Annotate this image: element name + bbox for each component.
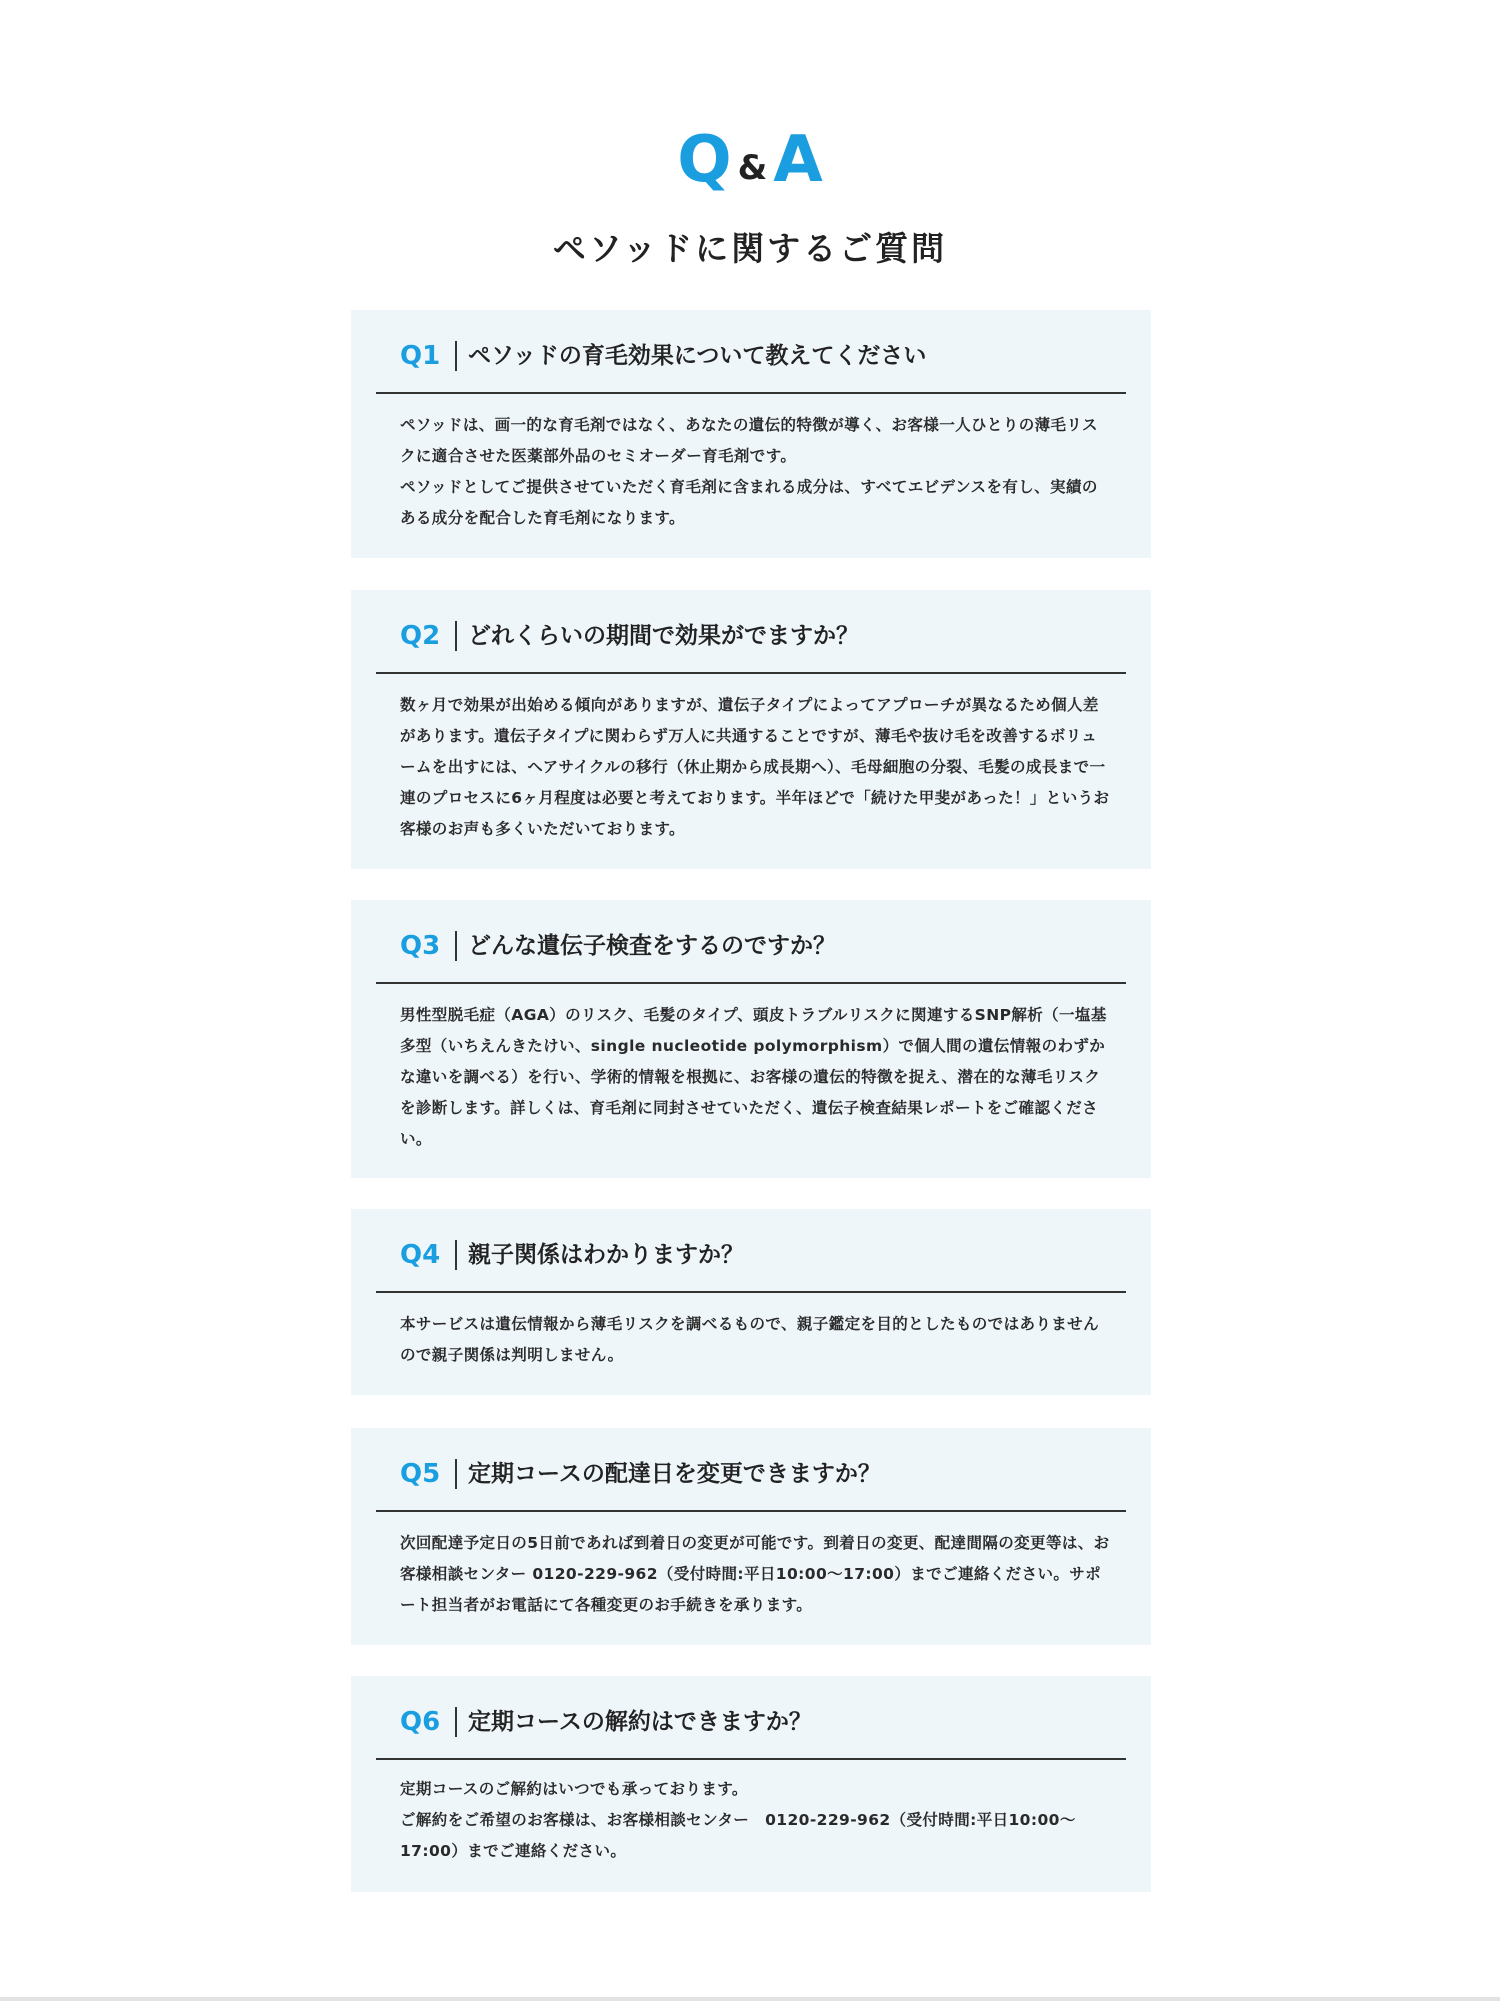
question-divider: [455, 621, 457, 651]
answer-paragraph: ペソッドは、画一的な育毛剤ではなく、あなたの遺伝的特徴が導く、お客様一人ひとりの薄毛リスクに適合させた医薬部外品のセミオーダー育毛剤です。: [400, 416, 1098, 465]
answer-text: [400, 1309, 1111, 1371]
qa-logo-amp: &: [737, 148, 768, 188]
question-number: Q6: [400, 1707, 441, 1737]
faq-item-q6: [351, 1676, 1151, 1892]
answer-text: [400, 1000, 1111, 1155]
answer-paragraph: 次回配達予定日の5日前であれば到着日の変更が可能です。到着日の変更、配達間隔の変更等は、お客様相談センター 0120-229-962（受付時間:平日10:00〜17:00）までご連絡ください。サポート担当者がお電話にて各種変更のお手続きを承ります。: [400, 1534, 1110, 1614]
answer-paragraph: 定期コースのご解約はいつでも承っております。: [400, 1780, 748, 1798]
question-divider: [455, 931, 457, 961]
faq-question-row: [376, 590, 1126, 674]
answer-text: [400, 1528, 1111, 1621]
question-number: Q5: [400, 1459, 441, 1489]
qa-logo-a: A: [773, 123, 823, 197]
qa-logo: [0, 123, 1500, 197]
question-text: どんな遺伝子検査をするのですか？: [468, 933, 836, 959]
answer-paragraph: ペソッドとしてご提供させていただく育毛剤に含まれる成分は、すべてエビデンスを有し、実績のある成分を配合した育毛剤になります。: [400, 478, 1098, 527]
answer-text: [400, 410, 1111, 534]
question-divider: [455, 341, 457, 371]
faq-question-row: [376, 1428, 1126, 1512]
answer-paragraph: 本サービスは遺伝情報から薄毛リスクを調べるもので、親子鑑定を目的としたものではありませんので親子関係は判明しません。: [400, 1315, 1099, 1364]
faq-question-row: [376, 1209, 1126, 1293]
answer-paragraph: 男性型脱毛症（AGA）のリスク、毛髪のタイプ、頭皮トラブルリスクに関連するSNP解析（一塩基多型（いちえんきたけい、single nucleotide polymorphism）で個人間の遺伝情報のわずかな違いを調べる）を行い、学術的情報を根拠に、お客様の遺伝的特徴を捉え、潜在的な薄毛リスクを診断します。詳しくは、育毛剤に同封させていただく、遺伝子検査結果レポートをご確認ください。: [400, 1006, 1107, 1148]
qa-logo-q: Q: [677, 123, 732, 197]
faq-item-q5: [351, 1428, 1151, 1645]
question-divider: [455, 1707, 457, 1737]
question-divider: [455, 1240, 457, 1270]
faq-question-row: [376, 1676, 1126, 1760]
answer-text: [400, 690, 1111, 845]
question-text: どれくらいの期間で効果がでますか？: [468, 623, 859, 649]
question-text: 定期コースの配達日を変更できますか？: [468, 1461, 881, 1487]
question-text: 親子関係はわかりますか？: [468, 1242, 744, 1268]
question-number: Q2: [400, 621, 441, 651]
question-text: ペソッドの育毛効果について教えてください: [468, 343, 927, 369]
question-divider: [455, 1459, 457, 1489]
faq-item-q4: [351, 1209, 1151, 1395]
faq-item-q2: [351, 590, 1151, 869]
question-number: Q1: [400, 341, 441, 371]
page-bottom-divider: [0, 1997, 1500, 2001]
faq-item-q3: [351, 900, 1151, 1178]
question-number: Q3: [400, 931, 441, 961]
question-number: Q4: [400, 1240, 441, 1270]
answer-paragraph: ご解約をご希望のお客様は、お客様相談センター 0120-229-962（受付時間:平日10:00〜17:00）までご連絡ください。: [400, 1811, 1076, 1860]
answer-paragraph: 数ヶ月で効果が出始める傾向がありますが、遺伝子タイプによってアプローチが異なるため個人差があります。遺伝子タイプに関わらず万人に共通することですが、薄毛や抜け毛を改善するボリュームを出すには、ヘアサイクルの移行（休止期から成長期へ）、毛母細胞の分裂、毛髪の成長まで一連のプロセスに6ヶ月程度は必要と考えております。半年ほどで「続けた甲斐があった！」というお客様のお声も多くいただいております。: [400, 696, 1110, 838]
page-title: ペソッドに関するご質問: [552, 229, 948, 268]
faq-question-row: [376, 900, 1126, 984]
faq-item-q1: [351, 310, 1151, 558]
answer-text: [400, 1774, 1111, 1867]
faq-question-row: [376, 310, 1126, 394]
question-text: 定期コースの解約はできますか？: [468, 1709, 812, 1735]
